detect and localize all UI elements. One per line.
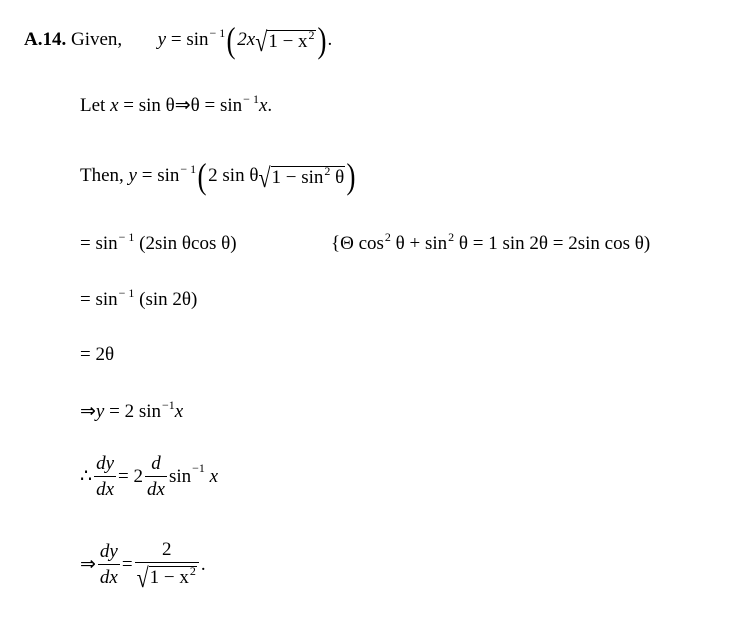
inverse-exponent: − 1 bbox=[180, 162, 197, 176]
inverse-exponent: − 1 bbox=[118, 230, 135, 244]
numerator: dy bbox=[99, 540, 118, 562]
therefore-symbol: ∴ bbox=[80, 466, 93, 488]
step1-right: (2sin θcos θ) bbox=[139, 233, 237, 254]
numerator: 2 bbox=[161, 539, 172, 560]
step-2 bbox=[80, 286, 198, 310]
close-paren: ) bbox=[346, 156, 356, 196]
radical: √ $1 - x^2$ bbox=[136, 561, 196, 593]
denominator: dx bbox=[94, 476, 116, 500]
given-label: Given, bbox=[70, 29, 123, 50]
var-x: x bbox=[110, 95, 119, 116]
line-then bbox=[80, 158, 357, 194]
inverse-exponent: −1 bbox=[192, 460, 205, 475]
radical: √ $1 - \sin^2 \theta$ bbox=[258, 161, 345, 193]
step6-eq: = bbox=[121, 554, 133, 576]
let-mid: = sin θ⇒θ = sin bbox=[123, 95, 243, 116]
square-exponent: 2 bbox=[448, 230, 455, 244]
inverse-exponent: −1 bbox=[162, 398, 175, 412]
period: . bbox=[327, 29, 333, 50]
period: . bbox=[200, 554, 206, 576]
var-x: x bbox=[209, 466, 219, 488]
two-x: 2x bbox=[237, 29, 256, 50]
var-x: x bbox=[258, 95, 268, 116]
implies-arrow: ⇒ bbox=[80, 554, 96, 576]
step-6 bbox=[80, 539, 206, 593]
inverse-exponent: − 1 bbox=[209, 26, 226, 40]
radical-body: 1 − x bbox=[268, 31, 308, 53]
theta: θ bbox=[335, 167, 345, 189]
denominator: dx bbox=[98, 564, 120, 588]
result-fraction bbox=[135, 539, 199, 593]
radical-body: 1 − x bbox=[149, 566, 189, 588]
problem-heading bbox=[24, 22, 332, 58]
square-exponent: 2 bbox=[384, 230, 391, 244]
step-4 bbox=[80, 398, 184, 422]
note-c: θ = 1 sin 2θ = 2sin cos θ) bbox=[458, 233, 651, 254]
step-1-note bbox=[331, 230, 651, 254]
radical-body: 1 − sin bbox=[271, 167, 324, 189]
period: . bbox=[267, 95, 273, 116]
square-exponent: 2 bbox=[308, 28, 315, 43]
inverse-exponent: − 1 bbox=[243, 92, 259, 106]
dy-dx-fraction bbox=[98, 542, 120, 588]
inverse-exponent: − 1 bbox=[118, 286, 135, 300]
step2-right: (sin 2θ) bbox=[139, 289, 198, 310]
step1-left: = sin bbox=[80, 233, 118, 254]
var-y: y bbox=[157, 29, 167, 50]
square-exponent: 2 bbox=[189, 563, 196, 578]
step2-left: = sin bbox=[80, 289, 118, 310]
var-y: y bbox=[128, 165, 137, 186]
open-paren: ( bbox=[197, 156, 207, 196]
then-inner: 2 sin θ bbox=[208, 165, 259, 186]
step3-text: = 2θ bbox=[80, 344, 115, 365]
dy-dx-fraction bbox=[94, 454, 116, 500]
step-1 bbox=[80, 230, 237, 254]
numerator: d bbox=[151, 453, 161, 474]
note-a: {Θ cos bbox=[331, 233, 384, 254]
problem-number: A.14. bbox=[24, 29, 67, 50]
square-exponent: 2 bbox=[324, 164, 331, 179]
step-3 bbox=[80, 345, 114, 364]
close-paren: ) bbox=[317, 20, 327, 60]
line-let bbox=[80, 92, 273, 116]
sin-text: sin bbox=[186, 29, 209, 50]
note-b: θ + sin bbox=[395, 233, 448, 254]
sin-text: sin bbox=[168, 466, 192, 488]
numerator: dy bbox=[96, 453, 115, 474]
step5-eq: = 2 bbox=[118, 466, 143, 488]
then-text: Then, bbox=[80, 165, 124, 186]
equals-sign: = bbox=[170, 29, 182, 50]
var-y: y bbox=[95, 401, 105, 422]
denominator: dx bbox=[145, 476, 167, 500]
implies-arrow: ⇒ bbox=[80, 401, 96, 422]
let-text: Let bbox=[80, 95, 106, 116]
radical: √ $1 - x^2$ bbox=[255, 25, 315, 57]
denominator bbox=[135, 561, 199, 593]
then-eq: = sin bbox=[141, 165, 180, 186]
open-paren: ( bbox=[226, 20, 236, 60]
step-5 bbox=[80, 454, 218, 500]
d-dx-fraction bbox=[145, 454, 167, 500]
step4-mid: = 2 sin bbox=[109, 401, 161, 422]
var-x: x bbox=[174, 401, 184, 422]
